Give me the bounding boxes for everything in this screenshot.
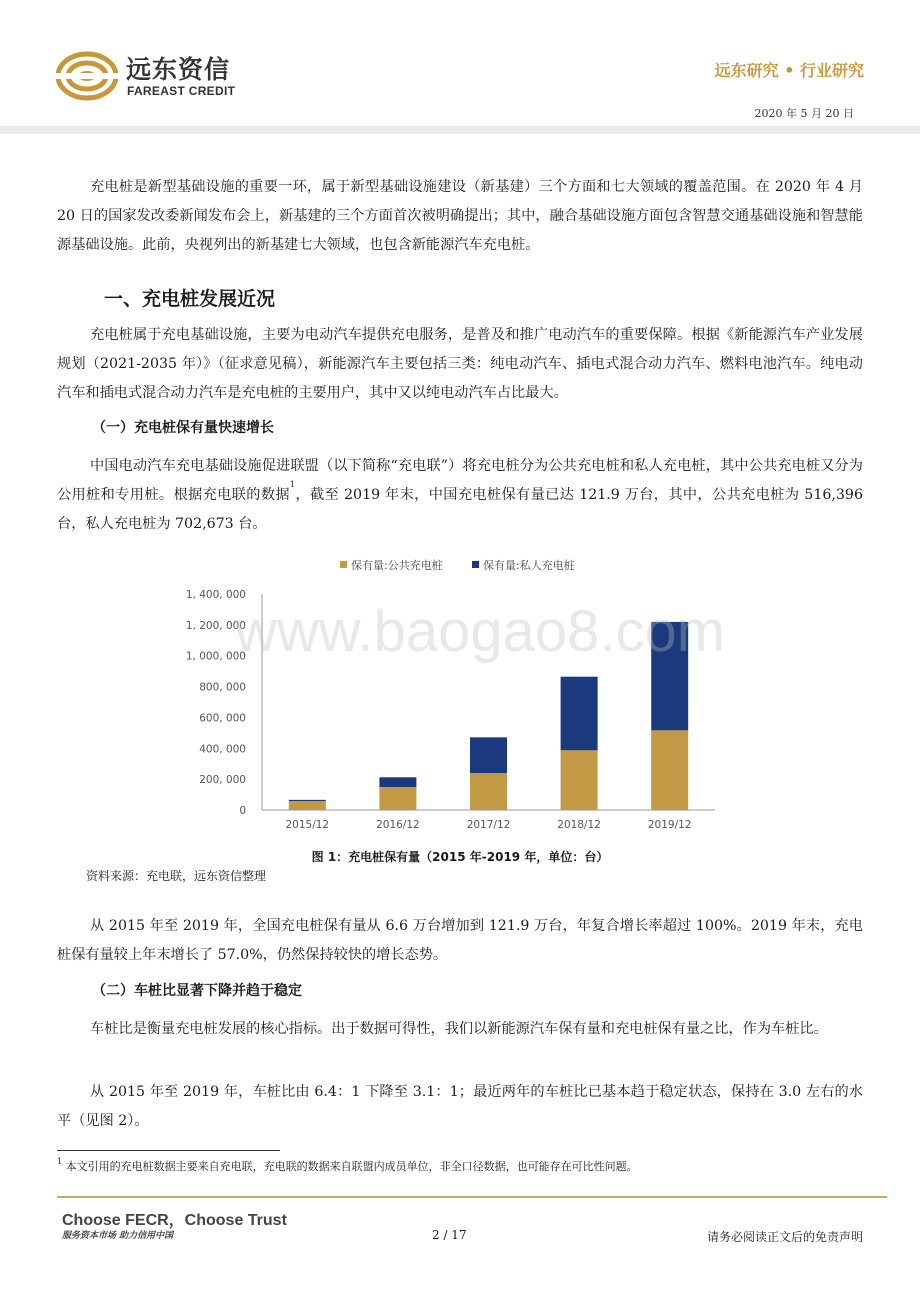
figure-caption: 图 1：充电桩保有量（2015 年-2019 年，单位：台） xyxy=(311,850,609,864)
stacked-bar-chart xyxy=(170,552,730,842)
bar-2018-12-series-1 xyxy=(561,750,598,810)
legend-label-1: 保有量:公共充电桩 xyxy=(351,559,443,572)
subsection-heading-1: （一）充电桩保有量快速增长 xyxy=(92,420,274,436)
y-tick-label: 1, 400, 000 xyxy=(185,589,246,601)
footer-divider xyxy=(57,1196,887,1198)
fareast-logo-icon xyxy=(56,50,118,102)
footnote-divider xyxy=(57,1150,280,1151)
y-tick-label: 400, 000 xyxy=(199,743,246,756)
page-number: 2 / 17 xyxy=(432,1228,467,1242)
x-tick-label: 2017/12 xyxy=(466,819,511,831)
x-tick-label: 2019/12 xyxy=(647,819,692,831)
footer-tagline: 服务资本市场 助力信用中国 xyxy=(62,1231,174,1241)
footer-disclaimer: 请务必阅读正文后的免责声明 xyxy=(706,1230,863,1244)
bar-2017-12-series-1 xyxy=(470,773,507,810)
y-tick-label: 200, 000 xyxy=(199,774,246,787)
paragraph-4: 车桩比是衡量充电桩发展的核心指标。出于数据可得性，我们以新能源汽车保有量和充电桩保有量之比，作为车桩比。 xyxy=(90,1021,828,1037)
y-tick-label: 0 xyxy=(239,805,246,817)
bar-2015-12-series-2 xyxy=(289,800,326,801)
y-tick-label: 1, 000, 000 xyxy=(185,650,246,663)
bar-2016-12-series-2 xyxy=(379,777,416,787)
header-divider xyxy=(0,126,920,134)
page-header xyxy=(0,0,920,130)
logo-english-name: FAREAST CREDIT xyxy=(127,84,236,98)
bar-2017-12-series-2 xyxy=(470,737,507,773)
section-heading: 一、充电桩发展近况 xyxy=(104,288,276,310)
paragraph-5: 从 2015 年至 2019 年，车桩比由 6.4：1 下降至 3.1：1；最近两年的车桩比已基本趋于稳定状态，保持在 3.0 左右的水平（见图 2）。 xyxy=(57,1084,863,1129)
company-logo xyxy=(56,50,246,106)
y-tick-label: 1, 200, 000 xyxy=(185,619,246,632)
paragraph-3: 从 2015 年至 2019 年，全国充电桩保有量从 6.6 万台增加到 121.9 万台，年复合增长率超过 100%。2019 年末，充电桩保有量较上年末增长了 57.0%，仍然保持较快的增长态势。 xyxy=(57,918,863,963)
bar-2019-12-series-2 xyxy=(651,622,688,730)
report-date: 2020 年 5 月 20 日 xyxy=(754,107,854,120)
footnote-text: 本文引用的充电桩数据主要来自充电联，充电联的数据来自联盟内成员单位，非全口径数据，也可能存在可比性问题。 xyxy=(65,1160,638,1173)
x-tick-label: 2015/12 xyxy=(285,819,330,831)
bar-2016-12-series-1 xyxy=(379,787,416,810)
figure-source: 资料来源：充电联，远东资信整理 xyxy=(86,869,267,883)
footnote-ref[interactable]: 1 xyxy=(289,480,296,489)
paragraph-2 xyxy=(57,452,863,539)
x-tick-label: 2016/12 xyxy=(376,819,420,831)
bar-2015-12-series-1 xyxy=(289,801,326,810)
chart-figure-1 xyxy=(170,552,730,842)
paragraph-2-text-a: 中国电动汽车充电基础设施促进联盟（以下简称“充电联”）将充电桩分为公共充电桩和私人充电桩，其中公共充电桩又分为公用桩和专用桩。根据充电联的数据 xyxy=(57,458,863,503)
report-category: 远东研究 • 行业研究 xyxy=(714,61,864,80)
bar-2019-12-series-1 xyxy=(651,730,688,810)
y-tick-label: 600, 000 xyxy=(199,712,246,725)
logo-chinese-name: 远东资信 xyxy=(126,55,231,84)
intro-paragraph: 充电桩是新型基础设施的重要一环，属于新型基础设施建设（新基建）三个方面和七大领域的覆盖范围。在 2020 年 4 月 20 日的国家发改委新闻发布会上，新基建的三个方面首次被明确提出；其中，融合基础设施方面包含智慧交通基础设施和智慧能源基础设施。此前，央视列出的新基建七大领域，也包含新能源汽车充电桩。 xyxy=(57,179,863,253)
watermark: www.baogao8.com xyxy=(235,599,726,664)
footer-slogan: Choose FECR，Choose Trust xyxy=(62,1212,287,1229)
legend-swatch-2 xyxy=(472,561,479,568)
legend-swatch-1 xyxy=(340,561,347,568)
footnote-number: 1 xyxy=(57,1157,63,1166)
legend-label-2: 保有量:私人充电桩 xyxy=(483,559,575,572)
bar-2018-12-series-2 xyxy=(561,677,598,751)
x-tick-label: 2018/12 xyxy=(557,819,601,831)
footnote xyxy=(57,1158,638,1174)
subsection-heading-2: （二）车桩比显著下降并趋于稳定 xyxy=(92,983,302,999)
y-tick-label: 800, 000 xyxy=(199,681,246,694)
paragraph-2-text-b: ，截至 2019 年末，中国充电桩保有量已达 121.9 万台，其中，公共充电桩为 516,396 台，私人充电桩为 702,673 台。 xyxy=(57,487,863,532)
paragraph-1: 充电桩属于充电基础设施，主要为电动汽车提供充电服务，是普及和推广电动汽车的重要保障。根据《新能源汽车产业发展规划（2021-2035 年）》（征求意见稿），新能源汽车主要包括三类：纯电动汽车、插电式混合动力汽车、燃料电池汽车。纯电动汽车和插电式混合动力汽车是充电桩的主要用户，其中又以纯电动汽车占比最大。 xyxy=(57,327,863,401)
